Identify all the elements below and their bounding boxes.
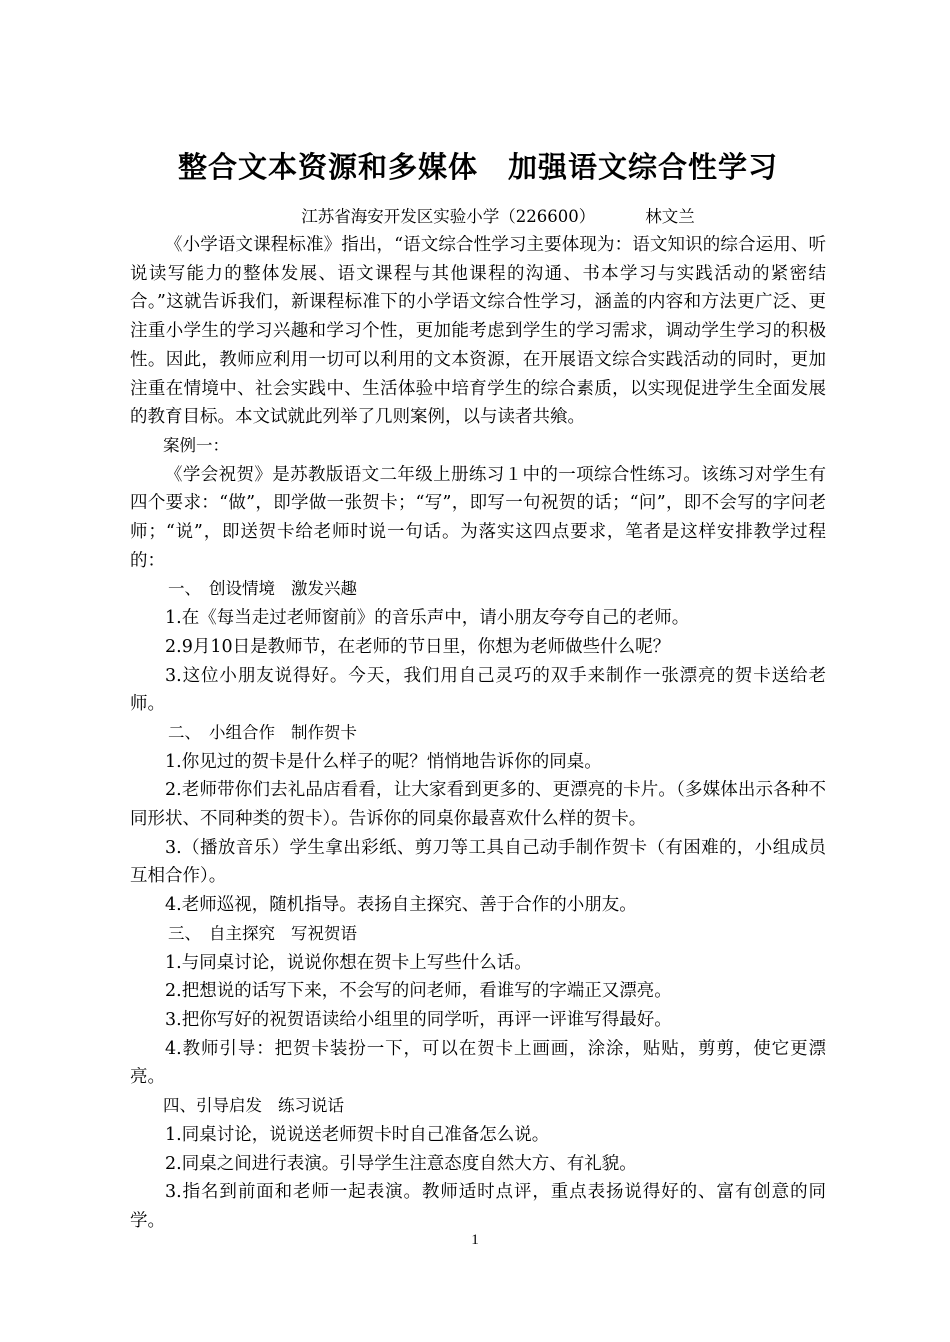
author-name: 林文兰: [645, 207, 695, 226]
section-number: 四、: [163, 1096, 196, 1116]
intro-paragraph: 《小学语文课程标准》指出，“语文综合性学习主要体现为：语文知识的综合运用、听说读写能力的整体发展、语文课程与其他课程的沟通、书本学习与实践活动的紧密结合。”这就告诉我们，新课程标准下的小学语文综合性学习，涵盖的内容和方法更广泛、更注重小学生的学习兴趣和学习个性，更加能考虑到学生的学习需求，调动学生学习的积极性。因此，教师应利用一切可以利用的文本资源，在开展语文综合实践活动的同时，更加注重在情境中、社会实践中、生活体验中培育学生的综合素质，以实现促进学生全面发展的教育目标。本文试就此列举了几则案例，以与读者共飨。: [130, 235, 826, 428]
section-heading: [130, 719, 826, 748]
section-heading: [130, 920, 826, 949]
list-item: 3.指名到前面和老师一起表演。教师适时点评，重点表扬说得好的、富有创意的同学。: [130, 1182, 826, 1231]
author-line: [130, 203, 826, 231]
section-title-b: 练习说话: [278, 1096, 344, 1116]
section-title-a: 小组合作: [208, 722, 275, 742]
section-title-a: 自主探究: [208, 923, 275, 943]
document-body: [130, 145, 826, 1236]
section-title-a: 引导启发: [196, 1096, 262, 1116]
section-3: [130, 920, 826, 1092]
section-4: [130, 1092, 826, 1236]
section-title-a: 创设情境: [208, 579, 275, 599]
list-item: 1.你见过的贺卡是什么样子的呢？悄悄地告诉你的同桌。: [165, 751, 602, 772]
page-number: 1: [471, 1232, 479, 1248]
section-number: 二、: [167, 722, 201, 742]
list-item: 4.教师引导：把贺卡装扮一下，可以在贺卡上画画，涂涂，贴贴，剪剪，使它更漂亮。: [130, 1038, 826, 1088]
section-number: 一、: [167, 579, 201, 599]
list-item: 3.这位小朋友说得好。今天，我们用自己灵巧的双手来制作一张漂亮的贺卡送给老师。: [130, 665, 826, 715]
list-item: 3.（播放音乐）学生拿出彩纸、剪刀等工具自己动手制作贺卡（有困难的，小组成员互相合作）。: [130, 837, 826, 887]
case-paragraph: 《学会祝贺》是苏教版语文二年级上册练习１中的一项综合性练习。该练习对学生有四个要求：“做”，即学做一张贺卡；“写”，即写一句祝贺的话；“问”，即不会写的字问老师；“说”，即送贺卡给老师时说一句话。为落实这四点要求，笔者是这样安排教学过程的：: [130, 464, 826, 571]
section-heading: [130, 575, 826, 604]
list-item: 3.把你写好的祝贺语读给小组里的同学听，再评一评谁写得最好。: [165, 1009, 672, 1030]
list-item: 2.把想说的话写下来，不会写的问老师，看谁写的字端正又漂亮。: [165, 981, 672, 1002]
section-title-b: 制作贺卡: [290, 722, 357, 742]
section-number: 三、: [167, 923, 201, 943]
section-1: [130, 575, 826, 719]
section-title-b: 写祝贺语: [290, 923, 357, 943]
section-title-b: 激发兴趣: [290, 579, 357, 599]
section-heading: [130, 1092, 826, 1121]
list-item: 2.老师带你们去礼品店看看，让大家看到更多的、更漂亮的卡片。（多媒体出示各种不同形状、不同种类的贺卡）。告诉你的同桌你最喜欢什么样的贺卡。: [130, 780, 826, 830]
list-item: 1.同桌讨论，说说送老师贺卡时自己准备怎么说。: [165, 1124, 550, 1145]
author-school: 江苏省海安开发区实验小学（226600）: [301, 207, 596, 226]
case-heading: 案例一：: [163, 435, 229, 455]
document-title: 整合文本资源和多媒体 加强语文综合性学习: [177, 150, 778, 184]
list-item: 1.与同桌讨论，说说你想在贺卡上写些什么话。: [165, 952, 532, 973]
list-item: 2.9月10日是教师节，在老师的节日里，你想为老师做些什么呢？: [165, 636, 671, 657]
list-item: 1.在《每当走过老师窗前》的音乐声中，请小朋友夸夸自己的老师。: [165, 608, 690, 629]
section-2: [130, 719, 826, 920]
list-item: 4.老师巡视，随机指导。表扬自主探究、善于合作的小朋友。: [165, 895, 637, 916]
list-item: 2.同桌之间进行表演。引导学生注意态度自然大方、有礼貌。: [165, 1153, 637, 1174]
